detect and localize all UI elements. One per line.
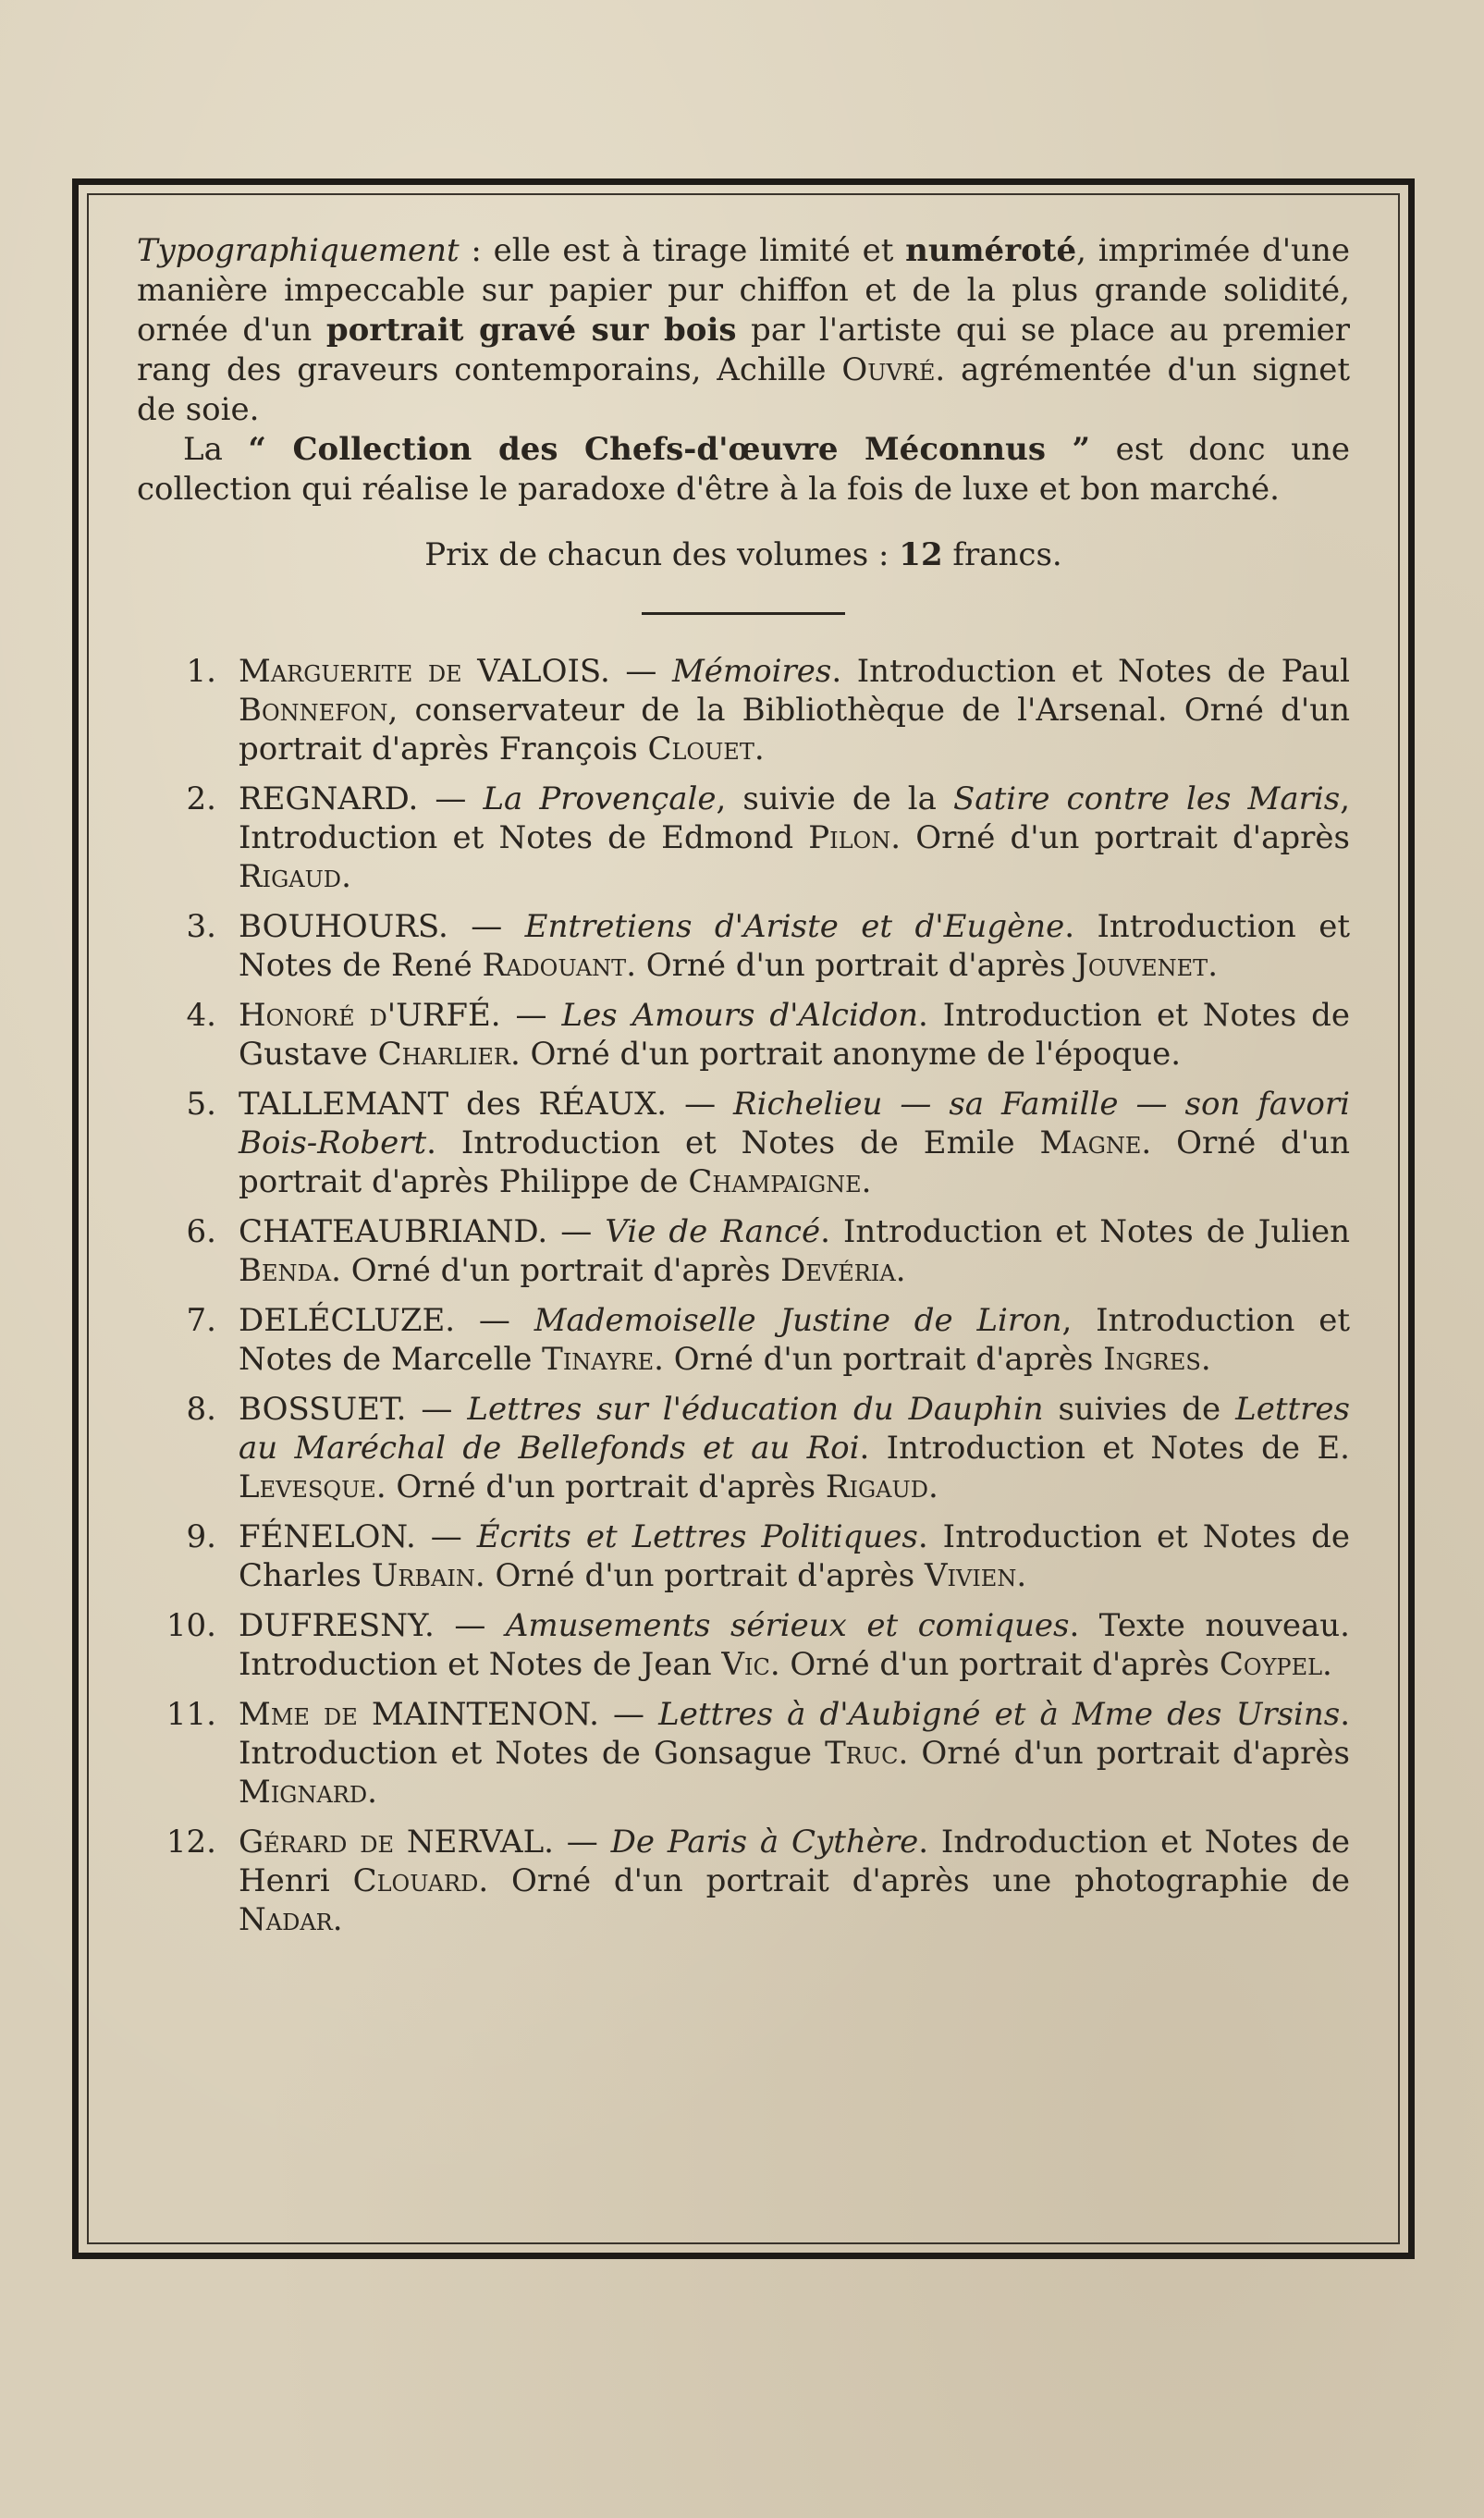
intro-text: La	[183, 431, 249, 468]
list-item	[137, 1606, 1350, 1684]
intro-text: , imprimée d'une manière impeccable sur papier pur chiffon et de la plus grande solidité, ornée d'un	[137, 232, 1350, 349]
item-text: . Orné d'un portrait d'après	[375, 1468, 826, 1505]
item-text: .	[1016, 1557, 1027, 1594]
item-title: Lettres sur l'éducation du Dauphin	[467, 1391, 1044, 1428]
item-number: 4.	[186, 997, 216, 1034]
item-editor: Charlier	[377, 1036, 510, 1073]
list-item	[137, 996, 1350, 1074]
item-author: DELÉCLUZE. —	[239, 1302, 534, 1339]
list-item	[137, 1517, 1350, 1595]
collection-name: “ Collection des Chefs-d'œuvre Méconnus ”	[248, 431, 1091, 468]
item-text: . Orné d'un portrait d'après	[890, 819, 1350, 856]
item-text: . Introduction et Notes de E.	[859, 1430, 1350, 1467]
item-text: . Introduction et Notes de Gustave	[239, 997, 1350, 1073]
separator-rule	[642, 612, 845, 615]
intro-artist: Ouvré	[841, 351, 936, 388]
item-editor: Radouant	[482, 947, 627, 984]
item-text: .	[1200, 1341, 1211, 1378]
item-text: .	[927, 1468, 938, 1505]
item-title: Amusements sérieux et comiques	[505, 1607, 1070, 1644]
item-author: VALOIS. —	[477, 653, 672, 690]
item-editor: Bonnefon	[239, 692, 388, 729]
item-number: 9.	[186, 1518, 216, 1555]
item-portraitist: Ingres	[1103, 1341, 1201, 1378]
item-text: suivies de	[1043, 1391, 1236, 1428]
item-author: TALLEMANT des RÉAUX. —	[239, 1086, 734, 1123]
intro-text: est donc une collection qui réalise le paradoxe d'être à la fois de luxe et bon marché.	[137, 431, 1351, 508]
item-portraitist: Vivien	[924, 1557, 1017, 1594]
item-author: DUFRESNY. —	[239, 1607, 506, 1644]
item-author-prefix: Honoré d'	[239, 997, 397, 1034]
item-text: . Orné d'un portrait d'après	[626, 947, 1076, 984]
intro-text: . agrémentée d'un signet de soie.	[137, 351, 1350, 428]
item-author-prefix: Gérard de	[239, 1824, 407, 1861]
item-text: , Introduction et Notes de Edmond	[239, 780, 1351, 856]
item-title: Lettres à d'Aubigné et à Mme des Ursins	[658, 1696, 1341, 1733]
item-author-prefix: Marguerite de	[239, 653, 478, 690]
item-portraitist: Clouet	[647, 731, 754, 768]
item-number: 8.	[186, 1391, 216, 1428]
list-item	[137, 1301, 1350, 1379]
item-text: . Orné d'un portrait d'après	[654, 1341, 1104, 1378]
item-number: 10.	[166, 1607, 216, 1644]
item-editor: Tinayre	[542, 1341, 655, 1378]
intro-text: par l'artiste qui se place au premier rang des graveurs contemporains, Achille	[137, 312, 1350, 388]
item-text: , conservateur de la Bibliothèque de l'Arsenal. Orné d'un portrait d'après François	[239, 692, 1350, 768]
intro-paragraph-typography	[137, 231, 1350, 430]
item-portraitist: Mignard	[239, 1774, 368, 1811]
item-text: , Introduction et Notes de Marcelle	[239, 1302, 1351, 1378]
intro-lead: Typographiquement	[137, 232, 460, 269]
item-text: .	[1208, 947, 1218, 984]
item-portraitist: Rigaud	[825, 1468, 928, 1505]
item-editor: Clouard	[352, 1862, 479, 1899]
item-text: .	[754, 731, 765, 768]
item-title: Mademoiselle Justine de Liron	[534, 1302, 1062, 1339]
item-text: . Orné d'un portrait anonyme de l'époque.	[509, 1036, 1182, 1073]
item-text: . Texte nouveau. Introduction et Notes de Jean	[239, 1607, 1350, 1683]
item-text: . Orné d'un portrait d'après une photographie de	[478, 1862, 1350, 1899]
item-author-prefix: Mme de	[239, 1696, 372, 1733]
list-item	[137, 780, 1350, 896]
intro-paragraph-collection	[137, 430, 1350, 510]
item-number: 1.	[186, 653, 216, 690]
item-title: La Provençale	[483, 780, 717, 817]
list-item	[137, 1085, 1350, 1201]
volume-list	[137, 652, 1350, 1939]
item-text: . Orné d'un portrait d'après Philippe de	[239, 1124, 1350, 1200]
item-text: . Introduction et Notes de Charles	[239, 1518, 1350, 1594]
list-item	[137, 1212, 1350, 1290]
page-content	[137, 231, 1350, 1950]
item-number: 11.	[166, 1696, 216, 1733]
item-editor: Vic	[721, 1646, 770, 1683]
item-author: CHATEAUBRIAND. —	[239, 1213, 606, 1250]
item-text: . Orné d'un portrait d'après	[331, 1252, 781, 1289]
item-text: .	[861, 1163, 872, 1200]
price-value: 12	[899, 536, 943, 573]
intro-text: : elle est à tirage limité et	[459, 232, 906, 269]
item-number: 3.	[186, 908, 216, 945]
item-text: . Introduction et Notes de René	[239, 908, 1350, 984]
item-portraitist: Nadar	[239, 1901, 333, 1938]
item-number: 2.	[186, 780, 216, 817]
item-number: 7.	[186, 1302, 216, 1339]
item-title: Vie de Rancé	[605, 1213, 821, 1250]
item-editor: Pilon	[808, 819, 891, 856]
intro-section	[137, 231, 1350, 575]
item-author: REGNARD. —	[239, 780, 484, 817]
item-title: Richelieu — sa Famille — son favori Bois-Robert	[239, 1086, 1350, 1161]
item-number: 6.	[186, 1213, 216, 1250]
price-line	[137, 535, 1350, 575]
item-portraitist: Jouvenet	[1075, 947, 1208, 984]
list-item	[137, 1390, 1350, 1506]
list-item	[137, 1823, 1350, 1939]
item-portraitist: Champaigne	[688, 1163, 862, 1200]
item-editor: Benda	[239, 1252, 332, 1289]
item-author: BOUHOURS. —	[239, 908, 525, 945]
list-item	[137, 652, 1350, 768]
item-author: NERVAL. —	[406, 1824, 611, 1861]
item-editor: Urbain	[371, 1557, 475, 1594]
item-number: 12.	[166, 1824, 216, 1861]
item-text: . Indroduction et Notes de Henri	[239, 1824, 1350, 1899]
item-title: Entretiens d'Ariste et d'Eugène	[524, 908, 1065, 945]
item-editor: Magne	[1039, 1124, 1142, 1161]
item-text: .	[367, 1774, 377, 1811]
item-title: Mémoires	[671, 653, 832, 690]
item-text: .	[341, 858, 351, 895]
item-text: , suivie de la	[716, 780, 953, 817]
item-text: . Introduction et Notes de Emile	[426, 1124, 1040, 1161]
item-number: 5.	[186, 1086, 216, 1123]
item-text: . Introduction et Notes de Gonsague	[239, 1696, 1350, 1772]
price-unit: francs.	[942, 536, 1062, 573]
item-portraitist: Devéria	[780, 1252, 896, 1289]
item-title-secondary: Lettres au Maréchal de Bellefonds et au Roi	[239, 1391, 1350, 1467]
item-title: De Paris à Cythère	[610, 1824, 919, 1861]
item-author: MAINTENON. —	[371, 1696, 659, 1733]
list-item	[137, 1695, 1350, 1812]
item-text: .	[895, 1252, 906, 1289]
item-portraitist: Coypel	[1219, 1646, 1323, 1683]
item-text: .	[332, 1901, 343, 1938]
item-author: BOSSUET. —	[239, 1391, 468, 1428]
item-text: . Introduction et Notes de Paul	[831, 653, 1351, 690]
item-title: Écrits et Lettres Politiques	[476, 1518, 918, 1555]
item-editor: Levesque	[239, 1468, 376, 1505]
item-portraitist: Rigaud	[239, 858, 342, 895]
item-editor: Truc	[825, 1735, 899, 1772]
item-author: URFÉ. —	[396, 997, 562, 1034]
list-item	[137, 907, 1350, 985]
intro-numbered: numéroté	[905, 232, 1077, 269]
item-text: . Introduction et Notes de Julien	[820, 1213, 1350, 1250]
item-title: Les Amours d'Alcidon	[561, 997, 918, 1034]
item-text: . Orné d'un portrait d'après	[769, 1646, 1220, 1683]
item-author: FÉNELON. —	[239, 1518, 477, 1555]
item-text: . Orné d'un portrait d'après	[474, 1557, 925, 1594]
item-text: .	[1322, 1646, 1332, 1683]
intro-engraved: portrait gravé sur bois	[325, 312, 737, 349]
item-title-secondary: Satire contre les Maris	[953, 780, 1341, 817]
price-text: Prix de chacun des volumes :	[424, 536, 900, 573]
item-text: . Orné d'un portrait d'après	[898, 1735, 1350, 1772]
